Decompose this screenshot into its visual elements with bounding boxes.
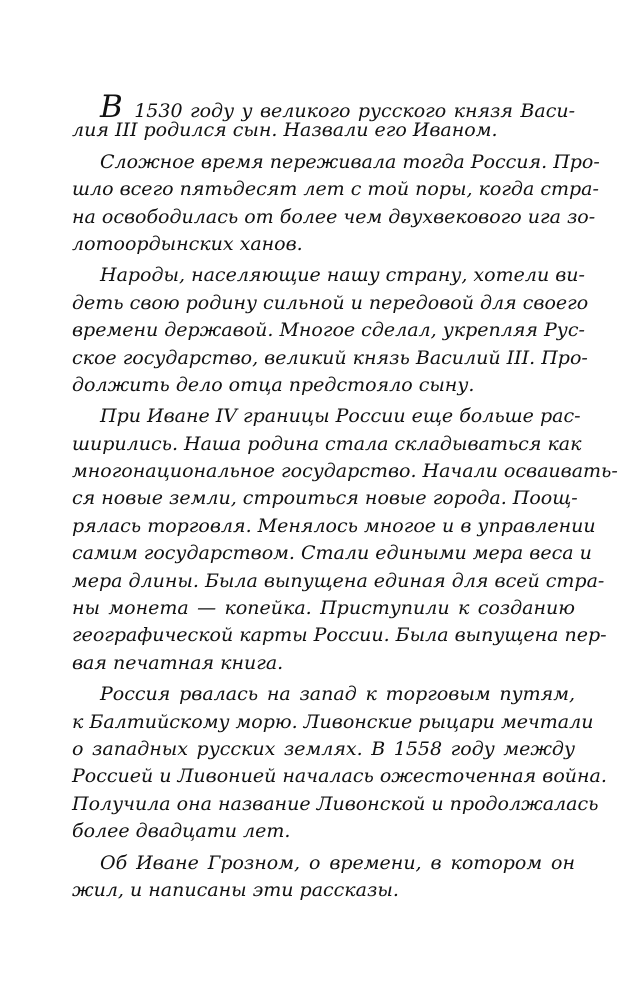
text-line-content: самим государством. Стали едиными мера веса и — [72, 542, 592, 565]
page-body — [72, 89, 618, 910]
text-line-content: к Балтийскому морю. Ливонские рыцари мечтали — [72, 710, 594, 733]
paragraph-6 — [72, 852, 575, 907]
text-line-content: ны монета — копейка. Приступили к созданию — [72, 597, 575, 620]
paragraph-2 — [72, 150, 600, 261]
text-line — [72, 405, 581, 432]
text-line-content: ширились. Наша родина стала складываться как — [72, 432, 582, 455]
text-line — [72, 683, 575, 710]
text-line — [72, 487, 578, 514]
text-line-content: Сложное время переживала тогда Россия. Про- — [100, 150, 600, 173]
text-line-content: на освободилась от более чем двухвекового ига зо- — [72, 205, 596, 228]
text-line — [72, 514, 596, 542]
text-line-content: ся новые земли, строиться новые города. Поощ- — [72, 487, 578, 510]
text-line-content: о западных русских землях. В 1558 году между — [72, 737, 575, 760]
paragraph-3 — [72, 264, 589, 401]
text-line — [72, 346, 588, 374]
text-line — [72, 792, 599, 820]
text-line — [72, 542, 592, 569]
text-line-content: географической карты России. Была выпущена пер- — [72, 624, 607, 647]
text-line — [72, 738, 575, 765]
text-line-content: Об Иване Грозном, о времени, в котором он — [100, 851, 575, 874]
text-line — [72, 89, 575, 125]
text-line — [72, 624, 607, 651]
text-line — [72, 178, 599, 205]
text-line — [72, 460, 618, 487]
text-line — [72, 879, 575, 906]
text-line — [72, 597, 575, 624]
text-line-content: более двадцати лет. — [72, 820, 291, 843]
text-line-content: лия III родился сын. Назвали его Иваном. — [72, 119, 498, 142]
text-line-content: вая печатная книга. — [72, 651, 284, 674]
text-line-content: деть свою родину сильной и передовой для своего — [72, 291, 589, 314]
text-line-content: должить дело отца предстояло сыну. — [72, 373, 475, 396]
drop-cap: В — [100, 89, 123, 125]
paragraph-4 — [72, 405, 618, 679]
text-line — [72, 432, 582, 460]
text-line-content: При Иване IV границы России еще больше рас- — [100, 405, 581, 428]
text-line-content: мера длины. Была выпущена единая для всей стра- — [72, 569, 605, 592]
text-line — [72, 264, 585, 291]
text-line-content: 1530 году у великого русского князя Васи- — [126, 100, 575, 122]
text-line-content: ское государство, великий князь Василий III. Про- — [72, 346, 588, 369]
text-line — [72, 652, 575, 679]
text-line-content: рялась торговля. Менялось многое и в управлении — [72, 514, 596, 537]
text-line — [72, 205, 596, 233]
text-line-content: Россия рвалась на запад к торговым путям, — [100, 683, 575, 706]
paragraph-1 — [72, 89, 575, 147]
text-line-content: Получила она название Ливонской и продолжалась — [72, 792, 599, 815]
text-line-content: времени державой. Многое сделал, укрепляя Рус- — [72, 319, 585, 342]
text-line — [72, 119, 575, 146]
text-line-content: жил, и написаны эти рассказы. — [72, 878, 399, 901]
text-line-content: шло всего пятьдесят лет с той поры, когда стра- — [72, 178, 599, 201]
text-line — [72, 374, 575, 401]
text-line-content: Россией и Ливонией началась ожесточенная война. — [72, 765, 607, 788]
text-line — [72, 150, 600, 178]
text-line — [72, 569, 605, 597]
text-line — [72, 291, 589, 319]
text-line — [72, 319, 585, 346]
text-line — [72, 852, 575, 879]
text-line — [72, 233, 575, 260]
text-line-content: многонациональное государство. Начали осваивать- — [72, 460, 618, 483]
text-line — [72, 765, 607, 792]
paragraph-5 — [72, 683, 607, 847]
text-line-content: Народы, населяющие нашу страну, хотели ви- — [100, 264, 585, 287]
text-line-content: лотоордынских ханов. — [72, 232, 303, 255]
text-line — [72, 710, 594, 738]
text-line — [72, 820, 575, 847]
